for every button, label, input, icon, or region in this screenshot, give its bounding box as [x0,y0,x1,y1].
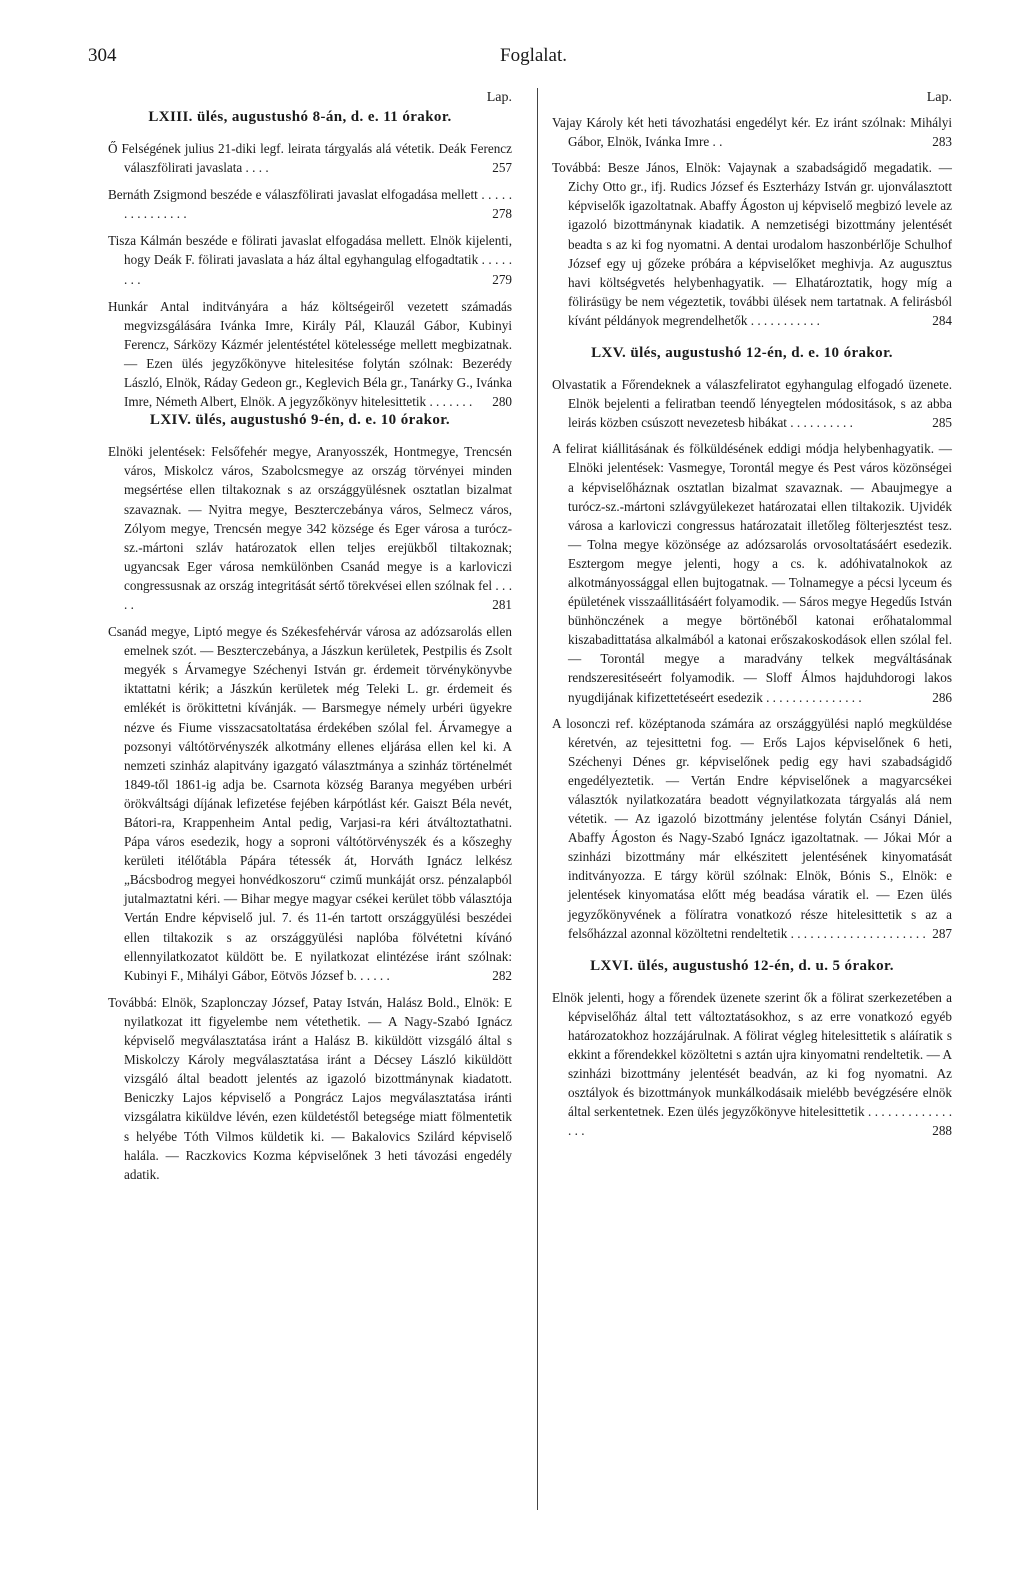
lap-label: Lap. [926,90,952,105]
index-entry [552,714,952,943]
entry-text: Továbbá: Elnök, Szaplonczay József, Patay István, Halász Bold., Elnök: E nyilatkozat itt figyelembe nem vétethetik. — A Nagy-Szabó Ignácz képviselő megválasztatása iránt a Halász B. kiküldött vizsgáló által s Miskolczy Károly megválasztatása iránt a Décsey László kiküldött vizsgáló által beadott jelentés az igazoló bizottmánynak kiadatott. Beniczky Lajos képviselő a Pongrácz Lajos megválasztatása iránti vizsgálatra kiküldve lévén, ezen küldetéstől betegsége miatt fölmentetik s helyébe Tóth Vilmos küldetik ki. — Bakalovics Szilárd képviselő halála. — Raczkovics Kozma képviselőnek 3 heti távozási engedély adatik. [108,994,512,1182]
entry-text: Elnöki jelentések: Felsőfehér megye, Aranyosszék, Hontmegye, Trencsén város, Miskolcz város, Szabolcsmegye az ország törvényei minden megsértése ellen tiltakoznak s az országgyülésnek osztatlan bizalmat szavaznak. — Nyitra megye, Beszterczebánya város, Selmecz város, Zólyom megye, Trencsén megye 342 községe és Eger városa a turócz-sz.-mártoni szláv határozatok ellen teljes erejükből tiltakoznak; ugyancsak Eger városa nemkülönben Csanád megye is a karloviczi congressusnak az ország integritását sértő törekvései ellen szólnak fel . . . . . [108,444,512,612]
page-reference: 287 [932,925,952,941]
page-reference: 278 [492,206,512,222]
entry-text: Elnök jelenti, hogy a főrendek üzenete szerint ők a fölirat szerkezetében a képviselőház által tett változtatásokhoz, s az erre vonatkozó egyéb határozatokhoz hozzájárulnak. A fölirat végleg hitelesittetik s aláíratik s ekkint a főrendekkel közöltetni s aztán ujra kinyomatni rendeltetik. — A szinházi bizottmány jelentését beadván, az ki fog nyomatni. Az osztályok és bizottmányok munkálkodásaik mielébb bevégzésére elnök által serkentetnek. Ezen ülés jegyzőkönyve hitelesittetik . . . . . . . . . . . . . . . . [552,989,952,1139]
page-reference: 280 [492,394,512,410]
entry-text: Olvastatik a Főrendeknek a válaszfeliratot egyhangulag elfogadó üzenete. Elnök bejelenti a feliratban teendő lényegtelen módositások, s az abba leirás közben csúszott nevezetesb hibákat . . . . . . . . . . [552,377,952,431]
entry-text: A losonczi ref. középtanoda számára az országgyülési napló megküldése kéretvén, az tejesittetni fog. — Erős Lajos képviselőnek 6 heti, Széchenyi Dénes gr. képviselőnek pedig egy havi szabadságidő engedélyeztetik. — Vertán Endre képviselőnek a magyarcsékei választók nyilatkozatára beadott végnyilatkozata tárgyalás alá nem vétetik. — Az igazoló bizottmány jelentése folytán Csányi Dániel, Abaffy Ágoston és Nagy-Szabó Ignácz igazoltatnak. — Jókai Mór a szinházi bizottmány már elkészitett jelentésének kinyomatását inditványozza. E tárgy körül szólnak: Elnök, Bónis S., Elnök: e jelentések kinyomatása előtt még beadása váratik el. — Ezen ülés jegyzőkönyvének a fölíratra vonatkozó része hitelesittetik s az a felsőházzal azonnal közöltetni rendeltetik . . . . . . . . . . . . . . . . . . . . . [552,715,952,941]
page-reference: 257 [492,160,512,176]
page-reference: 286 [932,689,952,705]
index-entry [552,375,952,432]
entry-text: Csanád megye, Liptó megye és Székesfehérvár városa az adózsarolás ellen emelnek szót. — Beszterczebánya, a Jászkun kerületek, Pestpilis és Zsolt megyék s Árvamegye Széchenyi István gr. érdemeit törvénykönyvbe iktattatni kérik; a Jászkún kerületek még Teleki L. gr. érdemeit és emlékét is örökittetni kívánják. — Barsmegye némely urbéri ügyekre nézve és Fiume visszacsatoltatása érdekében szólal fel. Árvamegye a pozsonyi váltótörvényszék alkotmány ellenes eljárása ellen kel ki. A nemzeti szinház alapitvány igazgató választmánya a szinház történelmét 1849-től 1861-ig adja be. Csarnota község Baranya megyében urbéri örökváltsági díjának lefizetése fejében kárpótlást kér. Gaiszt Béla nevét, Bátori-ra, Krappenheim Antal pedig, Varjasi-ra kéri átváltoztathatni. Pápa város esedezik, hogy a soproni váltótörvényszék és a kőszeghy kerületi itélőtábla Pápára tétessék át, Horváth Ignácz lelkész „Bácsbodrog megyei honvédkoszoru“ czimű munkáját orsz. pénzalapból jutalmaztatni kéri. — Bihar megye magyar csékei kerület több választója Vertán Endre képviselő jul. 7. és 11-én tartott országgyülési beszédei ellen tiltakozik s az országgyülési naplóba fölvétetni kívánó ellennyilatkozatot küldött be. E nyilatkozat elintézése iránt szólnak: Kubinyi F., Mihályi Gábor, Eötvös József b. . . . . . [108,624,512,983]
left-column [108,90,512,1184]
entry-text: Tisza Kálmán beszéde e fölirati javaslat elfogadása mellett. Elnök kijelenti, hogy Deák F. fölirati javaslata a ház által egyhangulag elfogadtatik . . . . . . . . [108,233,512,287]
index-entry [552,988,952,1141]
index-entry [108,297,512,412]
page-number: 304 [88,45,117,66]
index-entry [108,993,512,1184]
page-reference: 288 [932,1123,952,1139]
index-entry [108,622,512,985]
column-divider [537,88,538,1510]
lap-label: Lap. [486,90,512,105]
session-heading: LXVI. ülés, augustushó 12-én, d. u. 5 órakor. [590,957,894,974]
index-entry [108,185,512,223]
entry-text: Továbbá: Besze János, Elnök: Vajaynak a szabadságidő megadatik. — Zichy Otto gr., ifj. Rudics József és Eszterházy István gr. ujonválasztott képviselők igazoltatnak. Abaffy Ágoston uj képviselő megbizó levele az igazoló bizottmánynak kiadatik. A nemzetiségi bizottmány jelentését beadta s az ki fog nyomatni. A dentai urodalom haszonbérlője Schulhof József egy uj gőzeke próbára a képviselőket meghivja. Az augusztus havi költségvetés helybenhagyatik. — Elhatároztatik, hogy míg a fölirásügy be nem végeztetik, további ülések nem tartatnak. A felirásból kívánt példányok megrendelhetők . . . . . . . . . . . [552,160,952,328]
session-heading: LXIII. ülés, augustushó 8-án, d. e. 11 órakor. [148,109,452,125]
entry-text: Bernáth Zsigmond beszéde e válaszfölirati javaslat elfogadása mellett . . . . . . . . . . . . . . . [108,187,512,222]
entry-text: Ő Felségének julius 21-diki legf. leirata tárgyalás alá vétetik. Deák Ferencz válaszfölirati javaslata . . . . [108,141,512,176]
page-reference: 281 [492,596,512,612]
index-entry [552,113,952,151]
index-entry [552,158,952,330]
running-head: Foglalat. [500,45,568,66]
session-heading: LXV. ülés, augustushó 12-én, d. e. 10 órakor. [591,345,893,362]
page-reference: 283 [932,134,952,150]
page-reference: 282 [492,967,512,983]
index-entry [108,139,512,177]
index-entry [108,231,512,288]
page-reference: 279 [492,271,512,287]
entry-text: A felirat kiállitásának és fölküldésének eddigi módja helybenhagyatik. — Elnöki jelentések: Vasmegye, Torontál megye és Pest város közönségei a képviselőháznak osztatlan bizalmat szavaznak. — Abaujmegye a turócz-sz.-mártoni szlávgyülekezet határozatai ellen tiltakozik. Ujvidék városa a karloviczi congressus határozatait illetőleg fölterjesztést tesz. — Tolna megye közönsége az adózsarolás orvosoltatásáért esedezik. Esztergom megye jelenti, hogy a cs. k. adóhivatalnokok az alkotmányossággal ellen bujtogatnak. — Tolnamegye a pécsi lyceum és épületének visszaállitásáért folyamodik. — Sáros megye Hegedűs István bünhönczének a megye börtönéből katonai erőhatalommal kiszabadittatása alkalmából a katonai erőszakoskodások ellen szólal fel. — Torontál megye a maradvány telkek megváltásának rendszeresitéseért folyamodik. — Sloff Álmos hajduhdorogi lakos nyugdijának kifizettetéseért esedezik . . . . . . . . . . . . . . . [552,441,952,705]
right-column [552,90,952,1141]
session-heading: LXIV. ülés, augustushó 9-én, d. e. 10 órakor. [149,412,451,429]
entry-text: Vajay Károly két heti távozhatási engedélyt kér. Ez iránt szólnak: Mihályi Gábor, Elnök, Ivánka Imre . . [552,115,952,150]
index-entry [552,439,952,706]
page-reference: 284 [932,312,952,328]
page-reference: 285 [932,415,952,431]
index-entry [108,442,512,614]
entry-text: Hunkár Antal inditványára a ház költségeiről vezetett számadás megvizsgálására Ivánka Imre, Király Pál, Klauzál Gábor, Kubinyi Ferencz, Sárközy Kázmér jelentéstétel kötelessége mellett megbizatnak. — Ezen ülés jegyzőkönyve hitelesitése folytán szólnak: Bezerédy László, Elnök, Ráday Gedeon gr., Keglevich Béla gr., Tanárky G., Ivánka Imre, Németh Albert, Elnök. A jegyzőkönyv hitelesittetik . . . . . . . [108,298,512,410]
